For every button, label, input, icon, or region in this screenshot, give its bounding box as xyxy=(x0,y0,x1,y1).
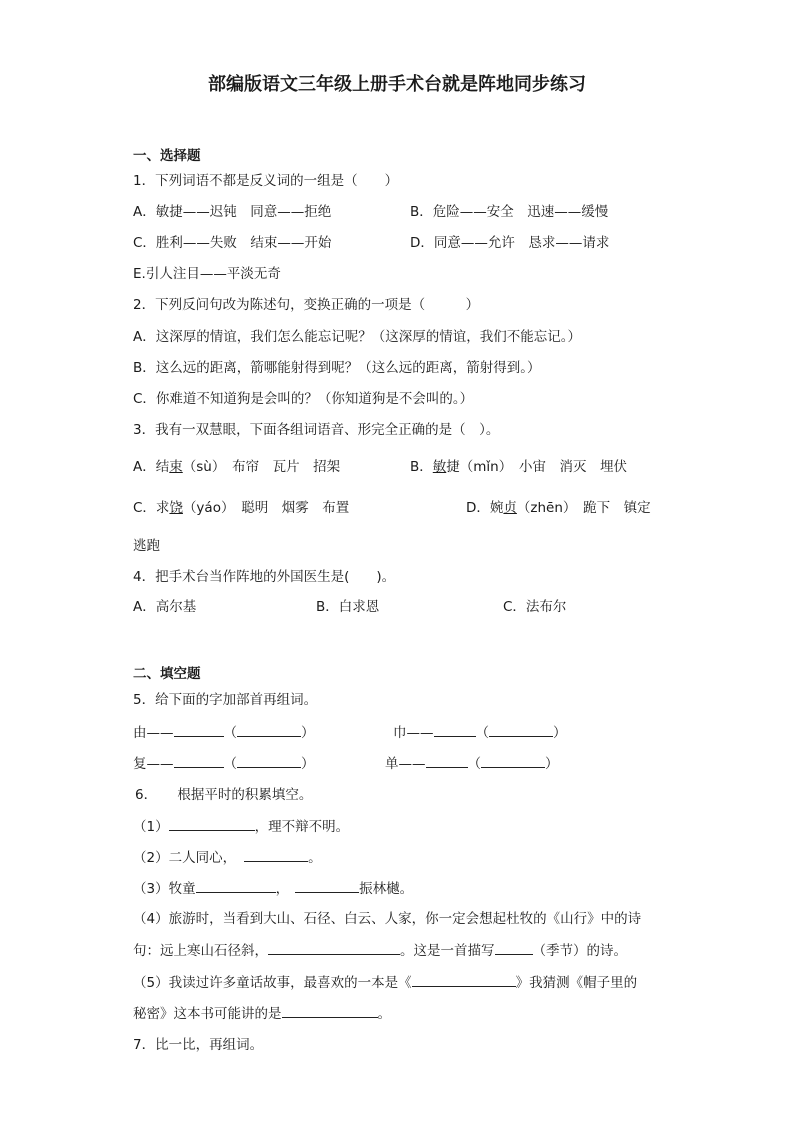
paren-open: （ xyxy=(467,756,481,772)
q1-option-d: D．同意——允许 恳求——请求 xyxy=(410,235,610,251)
q2-option-b: B．这么远的距离，箭哪能射得到呢？（这么远的距离，箭射得到。） xyxy=(133,360,541,376)
q3-c-prefix: C．求 xyxy=(133,500,170,516)
q3-option-c xyxy=(133,499,349,517)
item-text: 。 xyxy=(377,1006,391,1022)
q1-option-b: B．危险——安全 迅速——缓慢 xyxy=(410,204,609,220)
q6-item-3 xyxy=(133,879,413,898)
q4-stem: 4．把手术台当作阵地的外国医生是( )。 xyxy=(133,569,396,585)
item-text: 》我猜测《帽子里的 xyxy=(515,975,638,991)
paren-close: ） xyxy=(545,756,559,772)
q6-stem: 6． 根据平时的积累填空。 xyxy=(135,787,313,803)
section-heading-choice: 一、选择题 xyxy=(133,148,201,164)
q3-b-rest: 捷（mǐn） 小宙 消灭 埋伏 xyxy=(446,459,627,475)
q3-a-rest: （sù） 布帘 瓦片 招架 xyxy=(182,459,341,475)
paren-close: ） xyxy=(301,756,315,772)
q3-option-a xyxy=(133,458,340,476)
blank[interactable] xyxy=(412,973,516,987)
q5-char-fu: 复—— xyxy=(133,756,174,772)
paren-open: （ xyxy=(223,756,237,772)
q5-row2-right xyxy=(385,754,559,773)
q7-stem: 7．比一比，再组词。 xyxy=(133,1037,264,1053)
q6-item-4-line2 xyxy=(133,941,627,960)
q3-d-prefix: D．婉 xyxy=(466,500,504,516)
q3-b-prefix: B． xyxy=(410,459,433,475)
q3-option-d xyxy=(466,499,651,517)
q2-stem: 2．下列反问句改为陈述句，变换正确的一项是（ ） xyxy=(133,297,480,313)
item-text: （5）我读过许多童话故事，最喜欢的一本是《 xyxy=(133,975,412,991)
item-label: （1） xyxy=(133,819,169,835)
q5-stem: 5．给下面的字加部首再组词。 xyxy=(133,692,318,708)
q3-c-char: 饶 xyxy=(169,500,183,516)
q6-item-1 xyxy=(133,817,349,836)
blank[interactable] xyxy=(489,723,553,737)
q6-item-2 xyxy=(133,848,322,867)
q6-item-5-line2 xyxy=(133,1004,391,1023)
blank[interactable] xyxy=(237,723,301,737)
blank[interactable] xyxy=(295,879,359,893)
q3-option-b xyxy=(410,458,627,476)
item-text: 秘密》这本书可能讲的是 xyxy=(133,1006,282,1022)
q4-option-c: C．法布尔 xyxy=(503,599,567,615)
blank[interactable] xyxy=(426,754,468,768)
item-label: （3）牧童 xyxy=(133,881,196,897)
q3-d-rest: （zhēn） 跪下 镇定 xyxy=(516,500,651,516)
q1-stem: 1．下列词语不都是反义词的一组是（ ） xyxy=(133,173,399,189)
q5-char-jin: 巾—— xyxy=(393,725,434,741)
blank[interactable] xyxy=(237,754,301,768)
q3-a-prefix: A．结 xyxy=(133,459,170,475)
item-text: 振林樾。 xyxy=(359,881,414,897)
item-text: 。 xyxy=(308,850,322,866)
q1-option-c: C．胜利——失败 结束——开始 xyxy=(133,235,332,251)
q4-option-a: A．高尔基 xyxy=(133,599,197,615)
blank[interactable] xyxy=(174,723,224,737)
q5-row1-right xyxy=(393,723,567,742)
blank[interactable] xyxy=(282,1004,378,1018)
q6-item-4-line1: （4）旅游时，当看到大山、石径、白云、人家，你一定会想起杜牧的《山行》中的诗 xyxy=(133,911,642,927)
q3-d-char: 贞 xyxy=(503,500,517,516)
blank[interactable] xyxy=(169,817,255,831)
item-text: （季节）的诗。 xyxy=(532,943,627,959)
q6-item-5-line1 xyxy=(133,973,637,992)
q5-row1-left xyxy=(133,723,315,742)
blank[interactable] xyxy=(174,754,224,768)
q3-option-d-continued: 逃跑 xyxy=(133,538,160,554)
item-text: ， xyxy=(275,881,290,897)
paren-close: ） xyxy=(553,725,567,741)
blank[interactable] xyxy=(481,754,545,768)
paren-close: ） xyxy=(301,725,315,741)
q1-option-a: A．敏捷——迟钝 同意——拒绝 xyxy=(133,204,332,220)
q3-a-char: 束 xyxy=(169,459,183,475)
q3-stem: 3．我有一双慧眼，下面各组词语音、形完全正确的是（ ）。 xyxy=(133,422,500,438)
item-text: 句：远上寒山石径斜， xyxy=(133,943,268,959)
item-text: 。这是一首描写 xyxy=(400,943,495,959)
blank[interactable] xyxy=(244,848,308,862)
q3-b-char: 敏 xyxy=(432,459,447,475)
q5-char-dan: 单—— xyxy=(385,756,426,772)
page-title: 部编版语文三年级上册手术台就是阵地同步练习 xyxy=(208,74,586,95)
q2-option-c: C．你难道不知道狗是会叫的？（你知道狗是不会叫的。） xyxy=(133,391,474,407)
blank[interactable] xyxy=(268,941,400,955)
item-label: （2）二人同心， xyxy=(133,850,237,866)
item-text: ，理不辩不明。 xyxy=(254,819,350,835)
q3-c-rest: （yáo） 聪明 烟雾 布置 xyxy=(182,500,350,516)
blank[interactable] xyxy=(196,879,276,893)
paren-open: （ xyxy=(223,725,237,741)
q1-option-e: E.引人注目——平淡无奇 xyxy=(133,266,281,282)
section-heading-fill: 二、填空题 xyxy=(133,666,201,682)
q5-row2-left xyxy=(133,754,315,773)
q4-option-b: B．白求恩 xyxy=(316,599,380,615)
blank[interactable] xyxy=(434,723,476,737)
paren-open: （ xyxy=(475,725,489,741)
blank[interactable] xyxy=(495,941,533,955)
q2-option-a: A．这深厚的情谊，我们怎么能忘记呢？（这深厚的情谊，我们不能忘记。） xyxy=(133,329,581,345)
q5-char-you: 由—— xyxy=(133,725,174,741)
